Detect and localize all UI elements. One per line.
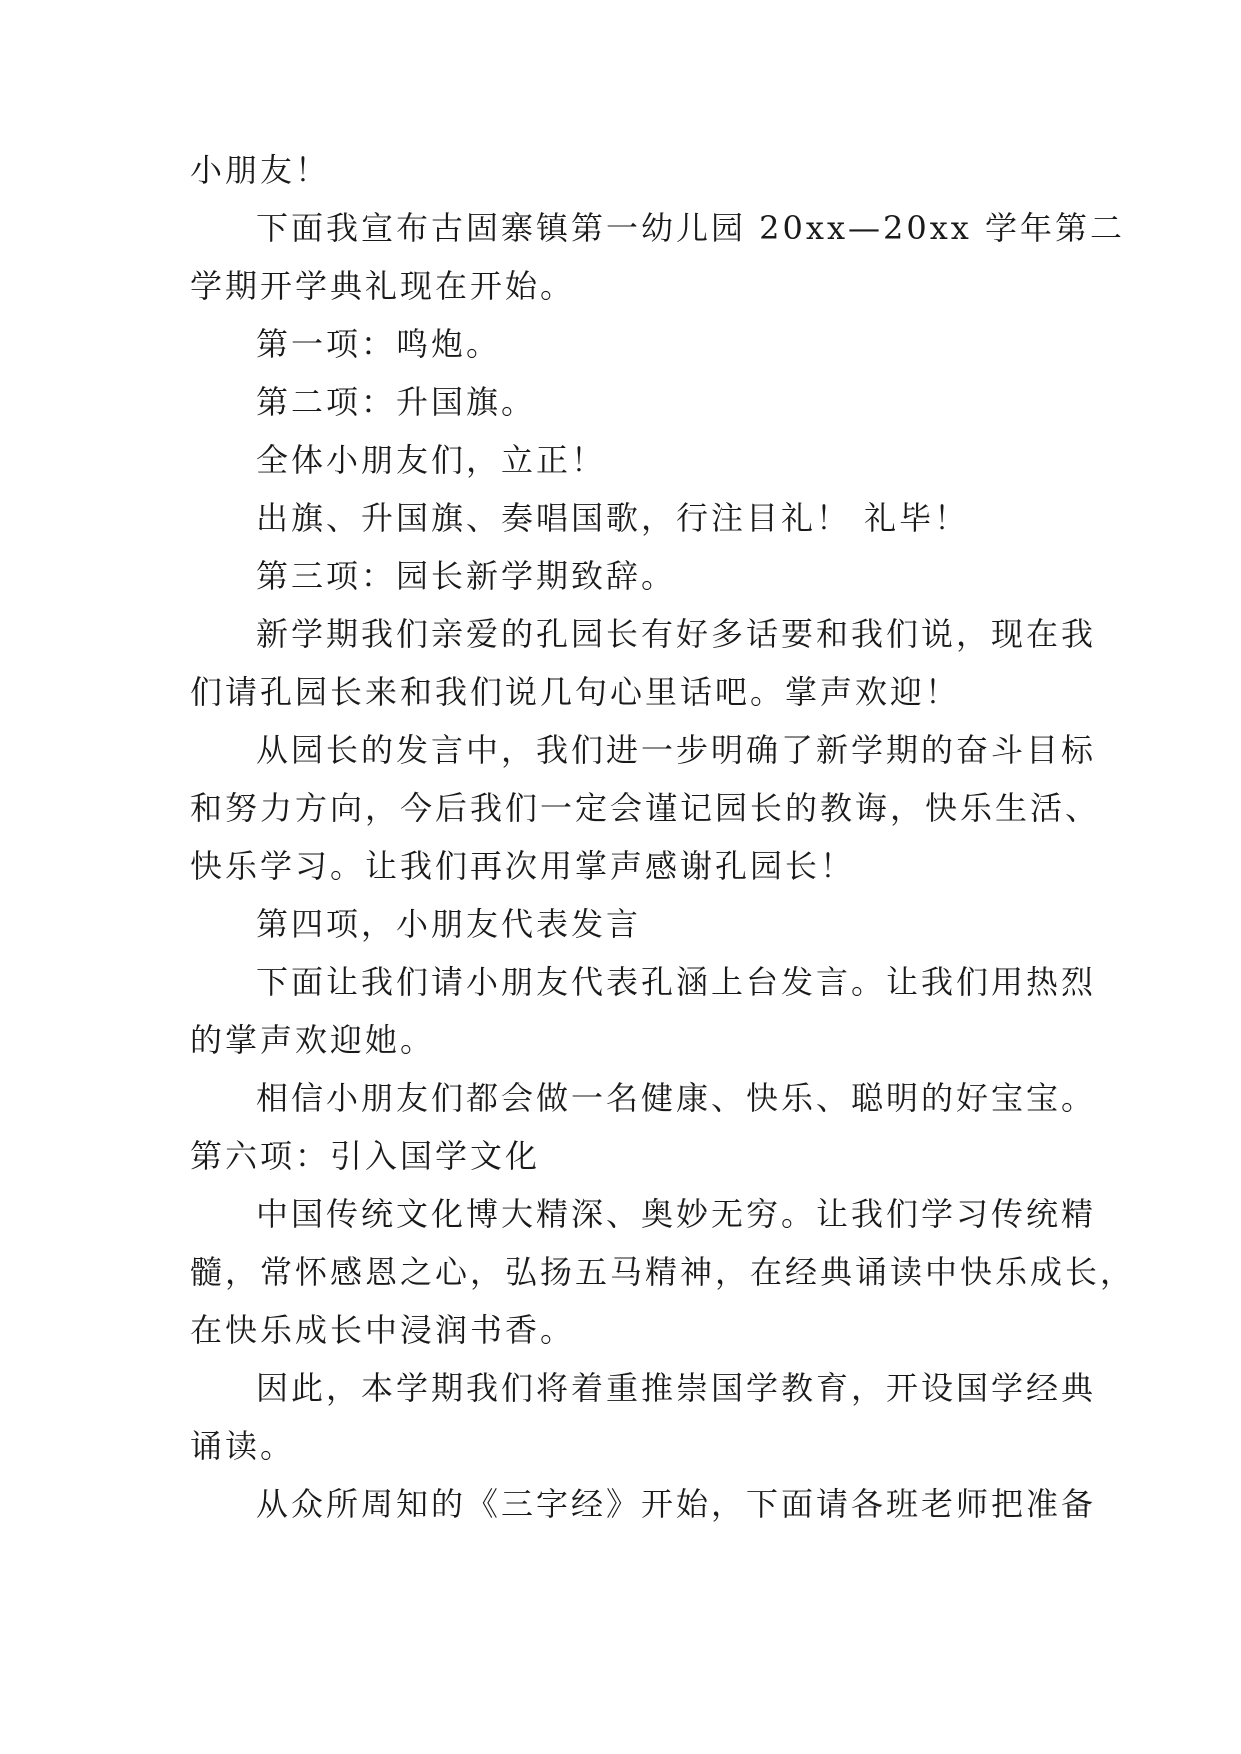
text-line-6: 全体小朋友们，立正！ [256,441,607,479]
text-line-2: 下面我宣布古固寨镇第一幼儿园 20xx—20xx 学年第二 [256,209,1125,247]
text-line-7: 出旗、升国旗、奏唱国歌，行注目礼！ 礼毕！ [256,499,970,537]
text-line-5: 第二项：升国旗。 [256,383,537,421]
text-line-4: 第一项：鸣炮。 [256,325,502,363]
text-line-20: 髓，常怀感恩之心，弘扬五马精神，在经典诵读中快乐成长， [190,1253,1136,1291]
text-line-21: 在快乐成长中浸润书香。 [190,1311,576,1349]
text-line-14: 第四项，小朋友代表发言 [256,905,642,943]
text-line-19: 中国传统文化博大精深、奥妙无穷。让我们学习传统精 [256,1195,1097,1233]
text-line-8: 第三项：园长新学期致辞。 [256,557,677,595]
text-line-10: 们请孔园长来和我们说几句心里话吧。掌声欢迎！ [190,673,961,711]
text-line-12: 和努力方向，今后我们一定会谨记园长的教诲，快乐生活、 [190,789,1101,827]
text-line-15: 下面让我们请小朋友代表孔涵上台发言。让我们用热烈 [256,963,1097,1001]
text-line-11: 从园长的发言中，我们进一步明确了新学期的奋斗目标 [256,731,1097,769]
text-line-22: 因此，本学期我们将着重推崇国学教育，开设国学经典 [256,1369,1097,1407]
text-line-3: 学期开学典礼现在开始。 [190,267,576,305]
text-line-17: 相信小朋友们都会做一名健康、快乐、聪明的好宝宝。 [256,1079,1097,1117]
text-line-16: 的掌声欢迎她。 [190,1021,436,1059]
text-line-13: 快乐学习。让我们再次用掌声感谢孔园长！ [190,847,856,885]
text-line-18: 第六项：引入国学文化 [190,1137,541,1175]
text-line-23: 诵读。 [190,1427,296,1465]
text-line-9: 新学期我们亲爱的孔园长有好多话要和我们说，现在我 [256,615,1097,653]
text-line-24: 从众所周知的《三字经》开始，下面请各班老师把准备 [256,1485,1097,1523]
text-line-1: 小朋友！ [190,151,331,189]
